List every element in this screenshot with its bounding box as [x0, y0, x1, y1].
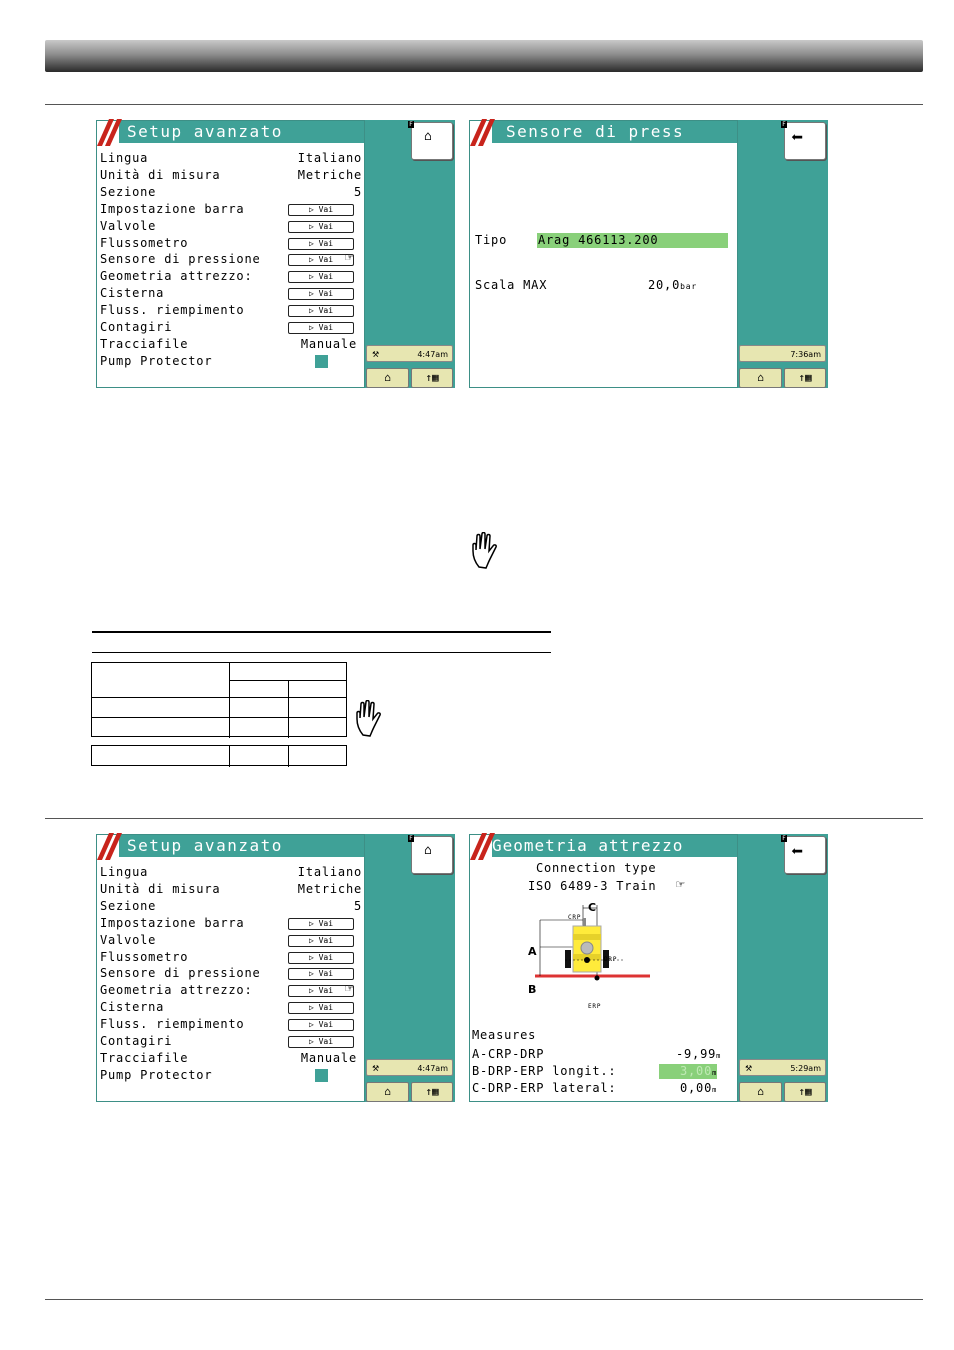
play-icon: ▷: [308, 969, 319, 978]
pointer-hand-icon: ☞: [676, 877, 685, 893]
back-softkey[interactable]: [784, 122, 826, 160]
home-icon: ⌂: [424, 129, 432, 144]
measure-c-label: C-DRP-ERP lateral:: [472, 1081, 617, 1095]
diagram-label-c: C: [588, 901, 597, 914]
setup-row-label: Impostazione barra: [100, 916, 245, 930]
measure-b-value: 3,00m: [680, 1064, 718, 1078]
vai-button[interactable]: ▷ Vai: [288, 271, 354, 283]
vai-button[interactable]: ▷ Vai: [288, 322, 354, 334]
home-softkey[interactable]: [411, 122, 453, 160]
vai-button[interactable]: ▷ Vai: [288, 1002, 354, 1014]
setup-row-label: Unità di misura: [100, 168, 221, 182]
menu-up-button[interactable]: [411, 368, 453, 388]
vai-button[interactable]: ▷ Vai: [288, 968, 354, 980]
setup-row-label: Cisterna: [100, 1000, 165, 1014]
setup-row-label: Valvole: [100, 933, 157, 947]
play-icon: ▷: [308, 1037, 319, 1046]
setup-row-value[interactable]: Italiano: [297, 865, 362, 879]
brand-logo: [470, 121, 492, 143]
play-icon: ▷: [308, 323, 319, 332]
vai-button[interactable]: ▷ Vai: [288, 204, 354, 216]
setup-row-label: Flussometro: [100, 950, 189, 964]
diagram-label-a: A: [528, 945, 538, 958]
vai-button[interactable]: ▷ Vai: [288, 1019, 354, 1031]
hand-warning-icon: [470, 532, 500, 574]
tipo-value: Arag 466113.200: [538, 233, 659, 247]
divider-bottom: [45, 1299, 923, 1300]
scala-label: Scala MAX: [475, 278, 548, 292]
vai-button[interactable]: ▷ Vai: [288, 1036, 354, 1048]
play-icon: ▷: [308, 222, 319, 231]
pump-protector-checkbox[interactable]: [315, 355, 328, 368]
measure-a-value[interactable]: -9,99m: [676, 1047, 722, 1061]
connection-type-value[interactable]: ISO 6489-3 Train: [528, 879, 657, 893]
measure-a-label: A-CRP-DRP: [472, 1047, 545, 1061]
setup-row-label: Pump Protector: [100, 1068, 213, 1082]
brand-logo: [470, 835, 492, 857]
setup-row-value[interactable]: Metriche: [297, 882, 362, 896]
setup-row-value[interactable]: 5: [353, 185, 362, 199]
play-icon: ▷: [308, 272, 319, 281]
sidebar-3: [365, 834, 455, 1102]
play-icon: ▷: [308, 919, 319, 928]
vai-button[interactable]: ▷ Vai: [288, 952, 354, 964]
play-icon: ▷: [308, 289, 319, 298]
vai-button[interactable]: ▷ Vai: [288, 238, 354, 250]
screen-title: Setup avanzato: [127, 122, 283, 141]
setup-row-label: Contagiri: [100, 1034, 173, 1048]
setup-row-label: Impostazione barra: [100, 202, 245, 216]
vai-button[interactable]: ▷ Vai: [288, 305, 354, 317]
wrench-icon: ⚒: [372, 1064, 380, 1073]
setup-row-label: Unità di misura: [100, 882, 221, 896]
header-bar: [45, 40, 923, 72]
vai-button[interactable]: ▷ Vai: [288, 918, 354, 930]
status-time: ⚒ 5:29am: [739, 1059, 826, 1076]
f-badge: F: [782, 835, 786, 842]
divider-middle: [45, 818, 923, 819]
setup-row-label: Flussometro: [100, 236, 189, 250]
setup-row-label: Tracciafile: [100, 337, 189, 351]
measure-b-label: B-DRP-ERP longit.:: [472, 1064, 617, 1078]
play-icon: ▷: [308, 936, 319, 945]
setup-row-label: Contagiri: [100, 320, 173, 334]
setup-row-label: Tracciafile: [100, 1051, 189, 1065]
setup-row-value[interactable]: Metriche: [297, 168, 362, 182]
table-rule-top: [92, 631, 551, 633]
status-time: ⚒ 4:47am: [366, 345, 453, 362]
f-badge: F: [782, 121, 786, 128]
setup-row-value[interactable]: Manuale: [300, 1051, 357, 1065]
back-arrow-icon: ⬅: [791, 839, 804, 863]
diagram-label-erp: ERP: [588, 1003, 602, 1010]
menu-up-button[interactable]: [411, 1082, 453, 1102]
diagram-label-b: B: [528, 983, 538, 996]
setup-row-label: Valvole: [100, 219, 157, 233]
play-icon: ▷: [308, 1003, 319, 1012]
play-icon: ▷: [308, 306, 319, 315]
sidebar-2: [738, 120, 828, 388]
pointer-hand-icon: ☞: [345, 981, 354, 997]
table-rule-bottom: [92, 652, 551, 653]
home-icon: ⌂: [384, 1085, 391, 1098]
f-badge: F: [409, 835, 413, 842]
screen-title: Sensore di press: [506, 122, 685, 141]
setup-row-label: Pump Protector: [100, 354, 213, 368]
data-table-total: [91, 745, 347, 766]
up-grid-icon: ↑▦: [798, 371, 812, 384]
measures-label: Measures: [472, 1028, 537, 1042]
menu-up-button[interactable]: [784, 368, 826, 388]
tipo-label: Tipo: [475, 233, 508, 247]
home-icon: ⌂: [757, 1085, 764, 1098]
connection-type-label: Connection type: [536, 861, 657, 875]
setup-screen-2: [96, 834, 365, 1102]
sidebar-4: [738, 834, 828, 1102]
back-softkey[interactable]: [784, 836, 826, 874]
setup-row-value[interactable]: Italiano: [297, 151, 362, 165]
play-icon: ▷: [308, 255, 319, 264]
diagram-label-crp: CRP: [568, 914, 582, 921]
home-button[interactable]: [739, 1082, 782, 1102]
f-badge: F: [409, 121, 413, 128]
measure-c-value[interactable]: 0,00m: [680, 1081, 718, 1095]
pump-protector-checkbox[interactable]: [315, 1069, 328, 1082]
setup-row-label: Sensore di pressione: [100, 252, 261, 266]
play-icon: ▷: [308, 239, 319, 248]
setup-row-label: Lingua: [100, 151, 149, 165]
vai-button[interactable]: ▷ Vai: [288, 935, 354, 947]
setup-row-label: Geometria attrezzo:: [100, 269, 253, 283]
setup-row-label: Sezione: [100, 185, 157, 199]
scala-value[interactable]: 20,0bar: [648, 278, 697, 292]
diagram-label-drp: DRP: [604, 956, 618, 963]
implement-diagram: [525, 900, 655, 1010]
home-button[interactable]: [366, 368, 409, 388]
sidebar-1: [365, 120, 455, 388]
home-button[interactable]: [366, 1082, 409, 1102]
vai-button[interactable]: ▷ Vai: [288, 288, 354, 300]
data-table: [91, 662, 347, 737]
setup-row-label: Geometria attrezzo:: [100, 983, 253, 997]
back-arrow-icon: ⬅: [791, 125, 804, 149]
up-grid-icon: ↑▦: [425, 1085, 439, 1098]
title-bar: [470, 121, 737, 143]
play-icon: ▷: [308, 205, 319, 214]
setup-row-value[interactable]: 5: [353, 899, 362, 913]
setup-screen-1: [96, 120, 365, 388]
home-icon: ⌂: [384, 371, 391, 384]
play-icon: ▷: [308, 986, 319, 995]
home-icon: ⌂: [424, 843, 432, 858]
wrench-icon: ⚒: [372, 350, 380, 359]
setup-row-label: Fluss. riempimento: [100, 1017, 245, 1031]
up-grid-icon: ↑▦: [798, 1085, 812, 1098]
home-icon: ⌂: [757, 371, 764, 384]
divider-top: [45, 104, 923, 105]
vai-button[interactable]: ▷ Vai: [288, 221, 354, 233]
setup-row-label: Cisterna: [100, 286, 165, 300]
status-time: ⚒ 4:47am: [366, 1059, 453, 1076]
play-icon: ▷: [308, 1020, 319, 1029]
play-icon: ▷: [308, 953, 319, 962]
vai-button[interactable]: ▷ Vai: [288, 254, 354, 266]
title-bar: [470, 835, 737, 857]
menu-up-button[interactable]: [784, 1082, 826, 1102]
hand-warning-icon: [354, 700, 384, 742]
screen-title: Geometria attrezzo: [492, 836, 684, 855]
brand-logo: [97, 121, 119, 143]
pointer-hand-icon: ☞: [345, 250, 354, 266]
setup-row-label: Sensore di pressione: [100, 966, 261, 980]
status-time: 7:36am: [739, 345, 826, 362]
geometry-screen: [469, 834, 738, 1102]
setup-row-label: Fluss. riempimento: [100, 303, 245, 317]
screen-title: Setup avanzato: [127, 836, 283, 855]
sensor-screen: [469, 120, 738, 388]
up-grid-icon: ↑▦: [425, 371, 439, 384]
setup-row-label: Sezione: [100, 899, 157, 913]
home-button[interactable]: [739, 368, 782, 388]
vai-button[interactable]: ▷ Vai: [288, 985, 354, 997]
wrench-icon: ⚒: [745, 1064, 753, 1073]
setup-row-value[interactable]: Manuale: [300, 337, 357, 351]
home-softkey[interactable]: [411, 836, 453, 874]
title-bar: [97, 121, 364, 143]
setup-row-label: Lingua: [100, 865, 149, 879]
brand-logo: [97, 835, 119, 857]
title-bar: [97, 835, 364, 857]
